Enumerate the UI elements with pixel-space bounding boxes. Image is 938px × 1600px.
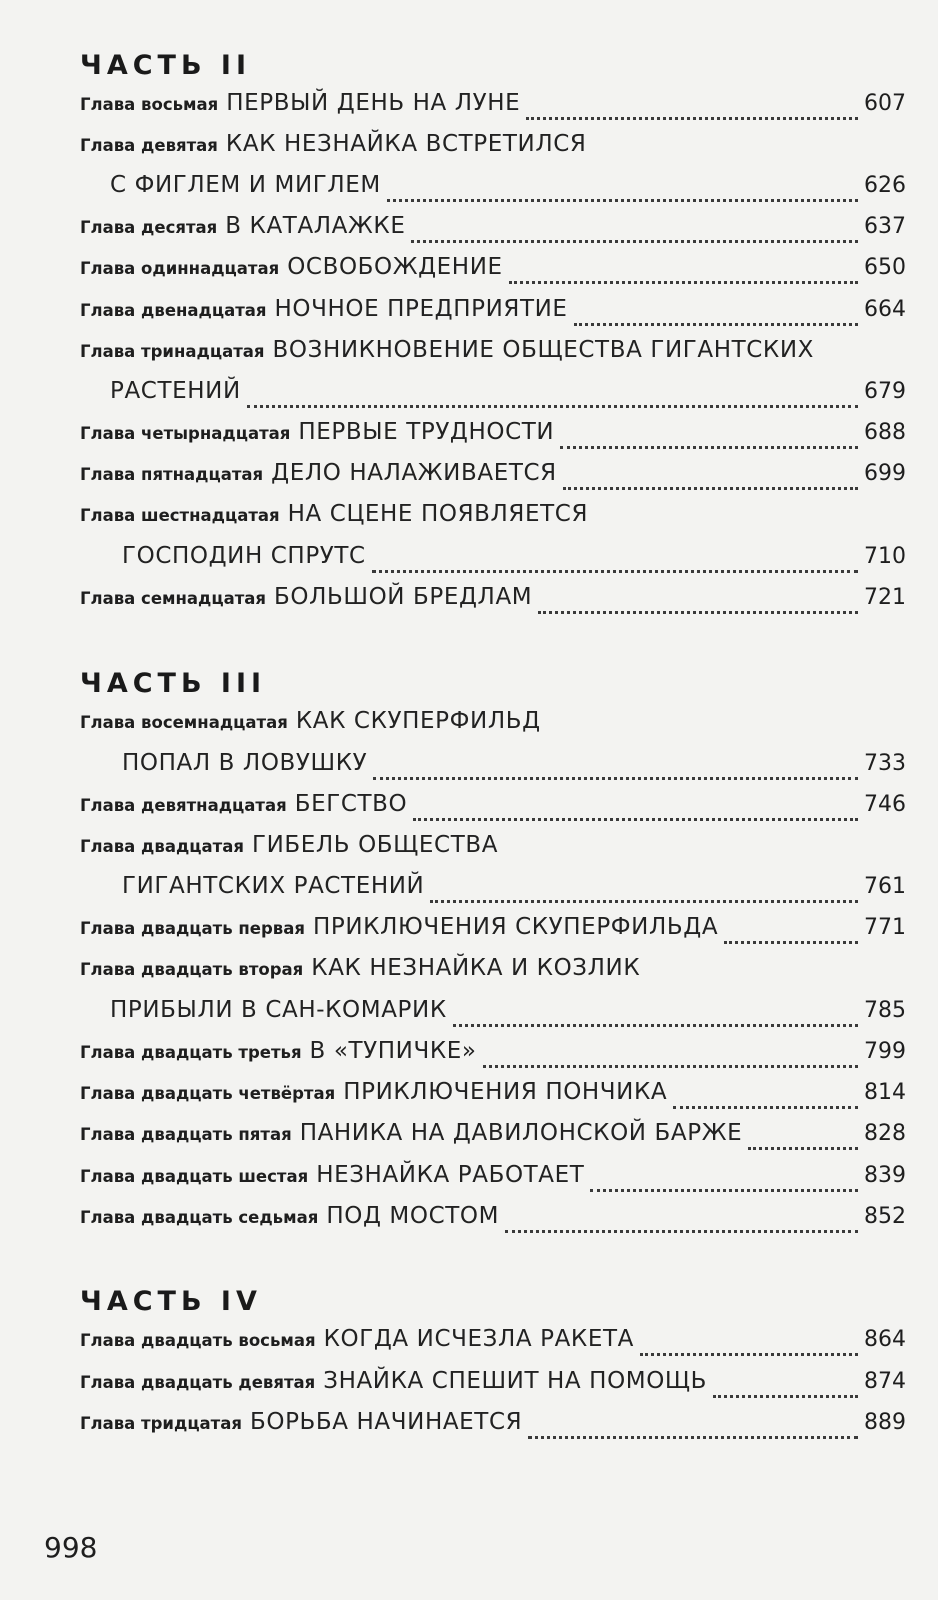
- chapter-label: Глава двадцать пятая: [80, 1125, 292, 1144]
- toc-entry: [80, 254, 906, 294]
- toc-entry: [80, 1203, 906, 1243]
- dot-leader: [387, 198, 858, 202]
- dot-leader: [713, 1394, 858, 1398]
- toc-entry: [80, 1079, 906, 1119]
- chapter-title: НА СЦЕНЕ ПОЯВЛЯЕТСЯ: [287, 501, 589, 527]
- toc-entry: [80, 955, 906, 995]
- chapter-label: Глава десятая: [80, 218, 218, 237]
- toc-entry: [80, 501, 906, 541]
- page-number: 688: [864, 420, 906, 445]
- toc-entry-continued: [122, 750, 906, 790]
- page-number: 721: [864, 585, 906, 610]
- dot-leader: [748, 1146, 858, 1150]
- toc-entry: [80, 914, 906, 954]
- chapter-label: Глава двадцать вторая: [80, 960, 304, 979]
- chapter-label: Глава двадцать шестая: [80, 1167, 309, 1186]
- page-number: 607: [864, 91, 906, 116]
- chapter-title: ГИГАНТСКИХ РАСТЕНИЙ: [122, 873, 425, 899]
- page-number: 679: [864, 379, 906, 404]
- page-number: 839: [864, 1163, 906, 1188]
- dot-leader: [373, 776, 858, 780]
- chapter-title: КАК СКУПЕРФИЛЬД: [295, 708, 541, 734]
- toc-entry: [80, 419, 906, 459]
- page-number: 852: [864, 1204, 906, 1229]
- chapter-title: БОРЬБА НАЧИНАЕТСЯ: [249, 1409, 523, 1435]
- chapter-title: ПРИКЛЮЧЕНИЯ ПОНЧИКА: [343, 1079, 668, 1105]
- dot-leader: [372, 569, 858, 573]
- chapter-title: БОЛЬШОЙ БРЕДЛАМ: [274, 584, 533, 610]
- chapter-title: ЗНАЙКА СПЕШИТ НА ПОМОЩЬ: [323, 1368, 708, 1394]
- toc-entry-continued: [122, 873, 906, 913]
- chapter-title: В КАТАЛАЖКЕ: [225, 213, 406, 239]
- page-number: 650: [864, 255, 906, 280]
- chapter-label: Глава восемнадцатая: [80, 713, 288, 732]
- page-number: 799: [864, 1039, 906, 1064]
- dot-leader: [413, 817, 858, 821]
- toc-entry: [80, 460, 906, 500]
- dot-leader: [538, 610, 858, 614]
- dot-leader: [560, 445, 858, 449]
- chapter-title: ПЕРВЫЕ ТРУДНОСТИ: [298, 419, 555, 445]
- toc-entry: [80, 708, 906, 748]
- page-number: 814: [864, 1080, 906, 1105]
- dot-leader: [526, 116, 858, 120]
- part-title: ЧАСТЬ III: [80, 668, 267, 699]
- chapter-title: ПОД МОСТОМ: [326, 1203, 500, 1229]
- chapter-label: Глава семнадцатая: [80, 589, 267, 608]
- toc-entry: [80, 337, 906, 377]
- chapter-label: Глава шестнадцатая: [80, 506, 280, 525]
- toc-entry: [80, 213, 906, 253]
- dot-leader: [563, 486, 858, 490]
- toc-entry: [80, 584, 906, 624]
- dot-leader: [247, 404, 858, 408]
- chapter-label: Глава двадцать четвёртая: [80, 1084, 336, 1103]
- chapter-label: Глава двадцать третья: [80, 1043, 302, 1062]
- toc-entry: [80, 1162, 906, 1202]
- dot-leader: [574, 322, 858, 326]
- toc-entry: [80, 791, 906, 831]
- dot-leader: [528, 1435, 858, 1439]
- chapter-title: ПЕРВЫЙ ДЕНЬ НА ЛУНЕ: [226, 90, 521, 116]
- dot-leader: [505, 1229, 858, 1233]
- toc-entry-continued: [122, 543, 906, 583]
- chapter-title: С ФИГЛЕМ И МИГЛЕМ: [110, 172, 381, 198]
- page-number: 664: [864, 297, 906, 322]
- page-number: 828: [864, 1121, 906, 1146]
- chapter-title: НЕЗНАЙКА РАБОТАЕТ: [316, 1162, 585, 1188]
- chapter-title: КОГДА ИСЧЕЗЛА РАКЕТА: [323, 1326, 634, 1352]
- chapter-title: КАК НЕЗНАЙКА ВСТРЕТИЛСЯ: [225, 131, 587, 157]
- chapter-title: ДЕЛО НАЛАЖИВАЕТСЯ: [271, 460, 557, 486]
- toc-entry: [80, 832, 906, 872]
- chapter-title: ПРИКЛЮЧЕНИЯ СКУПЕРФИЛЬДА: [312, 914, 719, 940]
- dot-leader: [430, 899, 858, 903]
- toc-entry: [80, 131, 906, 171]
- dot-leader: [483, 1064, 858, 1068]
- chapter-label: Глава двадцать восьмая: [80, 1331, 316, 1350]
- toc-entry: [80, 296, 906, 336]
- page-number: 771: [864, 915, 906, 940]
- chapter-label: Глава девятая: [80, 136, 218, 155]
- chapter-label: Глава двадцать девятая: [80, 1373, 316, 1392]
- chapter-title: В «ТУПИЧКЕ»: [309, 1038, 477, 1064]
- chapter-label: Глава девятнадцатая: [80, 796, 287, 815]
- chapter-label: Глава двадцать первая: [80, 919, 305, 938]
- dot-leader: [590, 1188, 858, 1192]
- dot-leader: [640, 1352, 858, 1356]
- chapter-title: ГОСПОДИН СПРУТС: [122, 543, 366, 569]
- dot-leader: [724, 940, 858, 944]
- toc-entry-continued: [110, 378, 906, 418]
- chapter-label: Глава тридцатая: [80, 1414, 242, 1433]
- toc-entry: [80, 1326, 906, 1366]
- chapter-title: РАСТЕНИЙ: [110, 378, 241, 404]
- page-number: 733: [864, 751, 906, 776]
- page-number: 785: [864, 998, 906, 1023]
- chapter-title: ГИБЕЛЬ ОБЩЕСТВА: [251, 832, 499, 858]
- toc-entry: [80, 1409, 906, 1449]
- chapter-title: НОЧНОЕ ПРЕДПРИЯТИЕ: [274, 296, 568, 322]
- toc-entry: [80, 1368, 906, 1408]
- chapter-label: Глава четырнадцатая: [80, 424, 291, 443]
- chapter-title: ОСВОБОЖДЕНИЕ: [287, 254, 503, 280]
- toc-entry-continued: [110, 172, 906, 212]
- page-number: 864: [864, 1327, 906, 1352]
- page-number: 874: [864, 1369, 906, 1394]
- dot-leader: [673, 1105, 858, 1109]
- chapter-label: Глава тринадцатая: [80, 342, 265, 361]
- chapter-title: ПАНИКА НА ДАВИЛОНСКОЙ БАРЖЕ: [299, 1120, 743, 1146]
- dot-leader: [411, 239, 858, 243]
- page-number: 699: [864, 461, 906, 486]
- toc-entry: [80, 90, 906, 130]
- chapter-label: Глава пятнадцатая: [80, 465, 264, 484]
- chapter-title: ПОПАЛ В ЛОВУШКУ: [122, 750, 368, 776]
- chapter-label: Глава одиннадцатая: [80, 259, 280, 278]
- page-number: 710: [864, 544, 906, 569]
- chapter-label: Глава двадцать седьмая: [80, 1208, 319, 1227]
- toc-entry: [80, 1120, 906, 1160]
- chapter-label: Глава восьмая: [80, 95, 219, 114]
- page-number: 626: [864, 173, 906, 198]
- page-folio: 998: [44, 1531, 98, 1564]
- part-title: ЧАСТЬ II: [80, 50, 252, 81]
- chapter-title: КАК НЕЗНАЙКА И КОЗЛИК: [311, 955, 641, 981]
- part-title: ЧАСТЬ IV: [80, 1286, 262, 1317]
- page-number: 889: [864, 1410, 906, 1435]
- chapter-title: ВОЗНИКНОВЕНИЕ ОБЩЕСТВА ГИГАНТСКИХ: [272, 337, 815, 363]
- toc-entry: [80, 1038, 906, 1078]
- page-number: 637: [864, 214, 906, 239]
- page-number: 761: [864, 874, 906, 899]
- chapter-label: Глава двенадцатая: [80, 301, 267, 320]
- page-number: 746: [864, 792, 906, 817]
- dot-leader: [509, 280, 858, 284]
- chapter-title: БЕГСТВО: [294, 791, 408, 817]
- chapter-title: ПРИБЫЛИ В САН-КОМАРИК: [110, 997, 447, 1023]
- chapter-label: Глава двадцатая: [80, 837, 244, 856]
- dot-leader: [453, 1023, 858, 1027]
- toc-entry-continued: [110, 997, 906, 1037]
